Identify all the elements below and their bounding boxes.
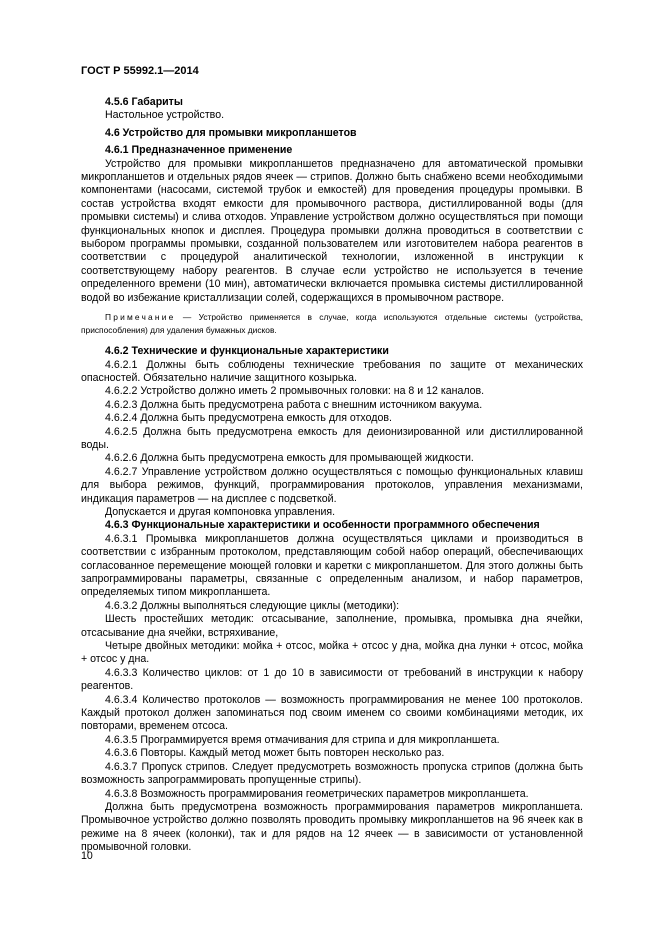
clause-4-6-3-6: 4.6.3.6 Повторы. Каждый метод может быть повторен несколько раз.: [105, 747, 445, 760]
clause-4-6-3-8: 4.6.3.8 Возможность программирования геометрических параметров микропланшета.: [105, 787, 529, 800]
clause-4-6-3-2-simple-methods: Шесть простейших методик: отсасывание, заполнение, промывка, промывка дна ячейки, отсасывание дна ячейки, встряхивание,: [81, 613, 583, 639]
section-4-6-2-title: 4.6.2 Технические и функциональные характеристики: [105, 345, 389, 358]
section-4-5-6-title: 4.5.6 Габариты: [105, 96, 183, 108]
section-4-6-1-title: 4.6.1 Предназначенное применение: [105, 144, 293, 157]
clause-4-6-2-2: 4.6.2.2 Устройство должно иметь 2 промывочных головки: на 8 и 12 каналов.: [105, 385, 485, 398]
document-header-id: ГОСТ Р 55992.1—2014: [81, 65, 199, 77]
note-paragraph: [81, 311, 583, 337]
clause-4-6-3-3: 4.6.3.3 Количество циклов: от 1 до 10 в зависимости от требований в инструкции к набору реагентов.: [81, 666, 583, 693]
clause-4-6-2-6: 4.6.2.6 Должна быть предусмотрена емкость для промывающей жидкости.: [105, 452, 474, 465]
clause-4-6-2-extra: Допускается и другая компоновка управления.: [105, 505, 336, 518]
clause-4-6-3-5: 4.6.3.5 Программируется время отмачивания для стрипа и для микропланшета.: [105, 733, 500, 746]
section-4-5-6-text: Настольное устройство.: [105, 109, 225, 122]
note-label: Примечание: [105, 312, 176, 323]
section-4-6-3-title: 4.6.3 Функциональные характеристики и особенности программного обеспечения: [105, 519, 540, 532]
clause-4-6-3-4: 4.6.3.4 Количество протоколов — возможность программирования не менее 100 протоколов. Каждый протокол должен запоминаться под своим именем со своими комбинациями методик, их повторами, временем отсоса.: [81, 693, 583, 733]
clause-4-6-3-2-double-methods: Четыре двойных методики: мойка + отсос, мойка + отсос у дна, мойка дна лунки + отсос, мойка + отсос у дна.: [81, 640, 583, 666]
clause-4-6-2-3: 4.6.2.3 Должна быть предусмотрена работа с внешним источником вакуума.: [105, 398, 483, 411]
clause-4-6-2-4: 4.6.2.4 Должна быть предусмотрена емкость для отходов.: [105, 412, 392, 425]
clause-4-6-2-7: 4.6.2.7 Управление устройством должно осуществляться с помощью функциональных клавиш для выбора режимов, функций, программирования протоколов, управления механизмами, индикация параметров — на дисплее с подсветкой.: [81, 465, 583, 505]
clause-4-6-2-1: 4.6.2.1 Должны быть соблюдены технические требования по защите от механических опасностей. Обязательно наличие защитного козырька.: [81, 358, 583, 384]
page-number: 10: [81, 850, 93, 862]
clause-4-6-3-1: 4.6.3.1 Промывка микропланшетов должна осуществляться циклами и производиться в соответствии с избранным протоколом, представляющим собой набор операций, обеспечивающих согласованное перемещение моющей головки и каретки с микропланшетом. Для этого должны быть запрограммированы параметры, связанные с определенным анализом, и набор параметров, определяемых типом микропланшета.: [81, 532, 583, 599]
clause-4-6-3-8-text: Должна быть предусмотрена возможность программирования параметров микропланшета. Промывочное устройство должно позволять проводить промывку микропланшетов на 96 ячеек как в режиме на 8 ячеек (колонки), так и для рядов на 12 ячеек — в зависимости от установленной промывочной головки.: [81, 800, 583, 854]
section-4-6-title: 4.6 Устройство для промывки микропланшетов: [105, 126, 357, 139]
clause-4-6-3-7: 4.6.3.7 Пропуск стрипов. Следует предусмотреть возможность пропуска стрипов (должна быть возможность запрограммировать пропущенные стрипы).: [81, 760, 583, 787]
section-4-6-1-text: Устройство для промывки микропланшетов предназначено для автоматической промывки микропланшетов и отдельных рядов ячеек — стрипов. Должно быть снабжено всеми необходимыми компонентами (насосами, системой трубок и емкостей) для проведения процедуры промывки. В состав устройства входят емкости для промывочного раствора, дистиллированной воды (для промывки системы) и слива отходов. Управление устройством должно осуществляться при помощи функциональных кнопок и дисплея. Процедура промывки должна проводиться в соответствии с выбором программы промывки, созданной пользователем или изготовителем набора реагентов в соответствии с процедурой аналитической технологии, изложенной в инструкции к соответствующему набору реагентов. В случае если устройство не используется в течение определенного времени (10 мин), автоматически включается промывка системы дистиллированной водой во избежание кристаллизации солей, содержащихся в промывочном растворе.: [81, 157, 583, 304]
document-body: [81, 96, 583, 855]
clause-4-6-3-2: 4.6.3.2 Должны выполняться следующие циклы (методики):: [105, 599, 400, 612]
note-text: — Устройство применяется в случае, когда используются отдельные системы (устройства, приспособления) для удаления бумажных дисков.: [81, 312, 583, 336]
clause-4-6-2-5: 4.6.2.5 Должна быть предусмотрена емкость для деионизированной или дистиллированной воды.: [81, 425, 583, 451]
